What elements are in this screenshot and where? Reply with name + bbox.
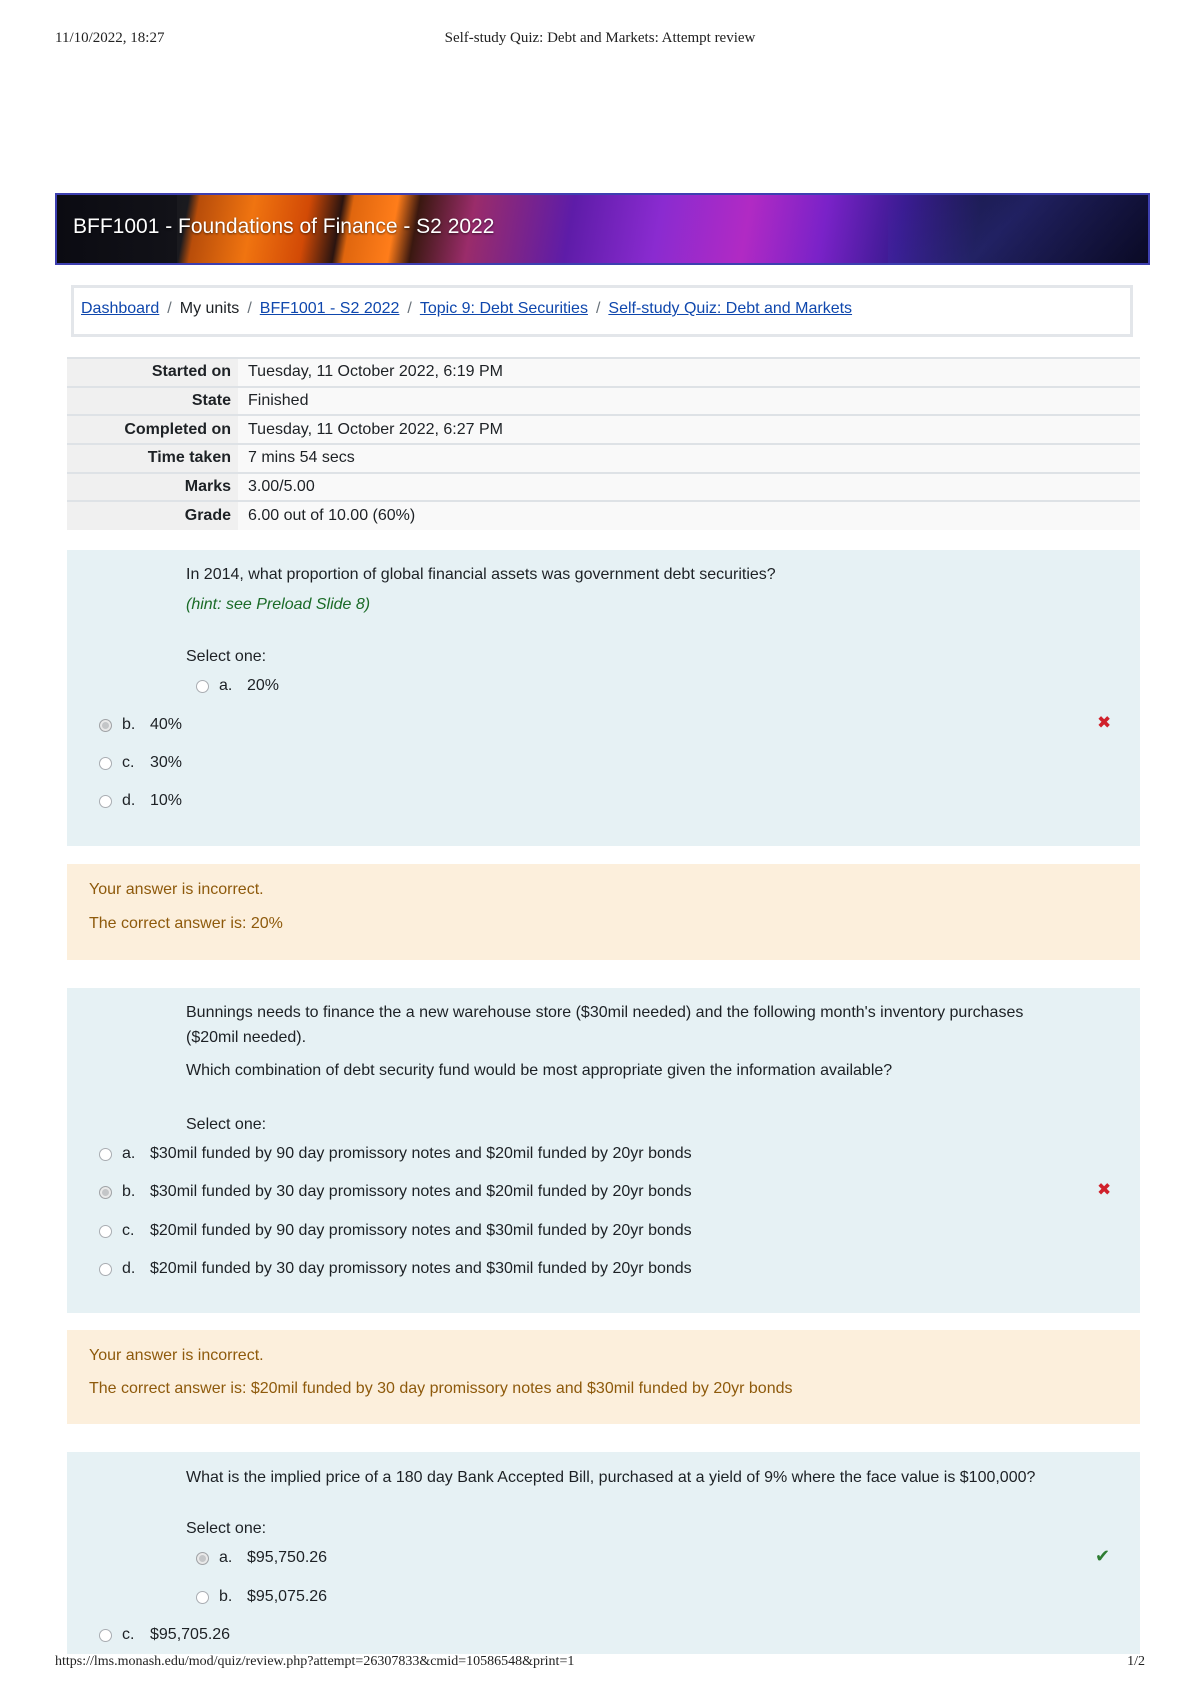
question-3-option-b[interactable] bbox=[196, 1585, 327, 1609]
radio-button[interactable] bbox=[196, 1591, 209, 1604]
option-text: 10% bbox=[150, 792, 183, 809]
print-datetime: 11/10/2022, 18:27 bbox=[55, 30, 165, 46]
option-text: $95,750.26 bbox=[247, 1549, 328, 1566]
option-letter: d. bbox=[122, 1260, 136, 1277]
question-1-feedback bbox=[67, 864, 1140, 960]
completed-on-label: Completed on bbox=[67, 415, 238, 444]
time-taken-value: 7 mins 54 secs bbox=[238, 444, 1140, 473]
course-title: BFF1001 - Foundations of Finance - S2 2022 bbox=[73, 215, 495, 238]
question-2-option-a[interactable] bbox=[99, 1142, 692, 1166]
question-3-select-one: Select one: bbox=[186, 1520, 267, 1537]
option-letter: c. bbox=[122, 754, 135, 771]
option-letter: c. bbox=[122, 1626, 135, 1643]
question-2-option-c[interactable] bbox=[99, 1219, 692, 1243]
grade-label: Grade bbox=[67, 501, 238, 530]
radio-button[interactable] bbox=[99, 1225, 112, 1238]
breadcrumb-container bbox=[71, 285, 1133, 337]
incorrect-icon: ✖ bbox=[1097, 713, 1112, 732]
option-text: $95,075.26 bbox=[247, 1588, 328, 1605]
breadcrumb-separator: / bbox=[595, 300, 601, 317]
started-on-label: Started on bbox=[67, 358, 238, 387]
option-letter: b. bbox=[122, 716, 136, 733]
marks-value: 3.00/5.00 bbox=[238, 473, 1140, 502]
attempt-summary-table bbox=[67, 357, 1140, 530]
radio-button[interactable] bbox=[99, 1263, 112, 1276]
question-2 bbox=[67, 988, 1140, 1313]
summary-row-started bbox=[67, 358, 1140, 387]
radio-button[interactable] bbox=[99, 1629, 112, 1642]
option-text: $30mil funded by 90 day promissory notes and $20mil funded by 20yr bonds bbox=[150, 1145, 692, 1162]
breadcrumb-dashboard-link[interactable]: Dashboard bbox=[81, 300, 160, 317]
breadcrumb bbox=[81, 300, 852, 318]
question-2-select-one: Select one: bbox=[186, 1116, 267, 1133]
option-text: 20% bbox=[247, 677, 280, 694]
feedback-correct-answer: The correct answer is: $20mil funded by 30 day promissory notes and $30mil funded by 20yr bonds bbox=[89, 1380, 793, 1397]
option-text: 30% bbox=[150, 754, 183, 771]
summary-row-grade bbox=[67, 501, 1140, 530]
question-2-option-b[interactable] bbox=[99, 1180, 692, 1204]
time-taken-label: Time taken bbox=[67, 444, 238, 473]
option-letter: a. bbox=[219, 1549, 233, 1566]
radio-button[interactable] bbox=[196, 680, 209, 693]
radio-button-selected[interactable] bbox=[99, 1186, 112, 1199]
radio-button-selected[interactable] bbox=[99, 719, 112, 732]
option-letter: a. bbox=[219, 677, 233, 694]
question-2-feedback bbox=[67, 1330, 1140, 1424]
state-value: Finished bbox=[238, 387, 1140, 416]
state-label: State bbox=[67, 387, 238, 416]
question-1-select-one: Select one: bbox=[186, 648, 267, 665]
question-1-hint: (hint: see Preload Slide 8) bbox=[186, 596, 371, 613]
question-1-option-b[interactable] bbox=[99, 713, 182, 737]
correct-icon: ✔ bbox=[1095, 1546, 1111, 1566]
question-3-option-a[interactable] bbox=[196, 1546, 327, 1570]
radio-button[interactable] bbox=[99, 757, 112, 770]
course-banner bbox=[55, 193, 1150, 265]
incorrect-icon: ✖ bbox=[1097, 1180, 1112, 1199]
option-letter: b. bbox=[219, 1588, 233, 1605]
radio-button[interactable] bbox=[99, 795, 112, 808]
option-text: $20mil funded by 90 day promissory notes and $30mil funded by 20yr bonds bbox=[150, 1222, 692, 1239]
completed-on-value: Tuesday, 11 October 2022, 6:27 PM bbox=[238, 415, 1140, 444]
summary-row-state bbox=[67, 387, 1140, 416]
radio-button-selected[interactable] bbox=[196, 1552, 209, 1565]
print-footer bbox=[55, 1654, 1145, 1676]
option-letter: b. bbox=[122, 1183, 136, 1200]
option-text: 40% bbox=[150, 716, 183, 733]
question-2-text-line-3: Which combination of debt security fund would be most appropriate given the information available? bbox=[186, 1062, 893, 1079]
option-letter: c. bbox=[122, 1222, 135, 1239]
breadcrumb-topic-link[interactable]: Topic 9: Debt Securities bbox=[419, 300, 588, 317]
feedback-status: Your answer is incorrect. bbox=[89, 1347, 264, 1364]
question-1-option-c[interactable] bbox=[99, 751, 182, 775]
question-1 bbox=[67, 550, 1140, 846]
feedback-status: Your answer is incorrect. bbox=[89, 881, 264, 898]
breadcrumb-quiz-link[interactable]: Self-study Quiz: Debt and Markets bbox=[608, 300, 853, 317]
breadcrumb-separator: / bbox=[407, 300, 412, 317]
question-3-option-c[interactable] bbox=[99, 1623, 230, 1647]
question-2-text-line-1: Bunnings needs to finance the a new warehouse store ($30mil needed) and the following month's inventory purchases bbox=[186, 1004, 1024, 1021]
question-1-option-a[interactable] bbox=[196, 674, 279, 698]
started-on-value: Tuesday, 11 October 2022, 6:19 PM bbox=[238, 358, 1140, 387]
question-3-text: What is the implied price of a 180 day Bank Accepted Bill, purchased at a yield of 9% where the face value is $100,000? bbox=[186, 1469, 1036, 1486]
option-text: $20mil funded by 30 day promissory notes and $30mil funded by 20yr bonds bbox=[150, 1260, 692, 1277]
question-2-option-d[interactable] bbox=[99, 1257, 692, 1281]
summary-row-time bbox=[67, 444, 1140, 473]
marks-label: Marks bbox=[67, 473, 238, 502]
summary-row-completed bbox=[67, 415, 1140, 444]
question-3 bbox=[67, 1452, 1140, 1654]
radio-button[interactable] bbox=[99, 1148, 112, 1161]
page-number: 1/2 bbox=[1127, 1654, 1145, 1669]
question-2-text-line-2: ($20mil needed). bbox=[186, 1029, 307, 1046]
print-url: https://lms.monash.edu/mod/quiz/review.php?attempt=26307833&cmid=10586548&print=1 bbox=[55, 1654, 575, 1669]
question-1-text: In 2014, what proportion of global financial assets was government debt securities? bbox=[186, 566, 776, 583]
breadcrumb-unit-link[interactable]: BFF1001 - S2 2022 bbox=[259, 300, 400, 317]
print-page-title: Self-study Quiz: Debt and Markets: Attempt review bbox=[444, 30, 756, 46]
breadcrumb-separator: / bbox=[247, 300, 252, 317]
feedback-correct-answer: The correct answer is: 20% bbox=[89, 915, 283, 932]
option-text: $95,705.26 bbox=[150, 1626, 231, 1643]
option-letter: a. bbox=[122, 1145, 136, 1162]
breadcrumb-separator: / bbox=[167, 300, 172, 317]
option-text: $30mil funded by 30 day promissory notes and $20mil funded by 20yr bonds bbox=[150, 1183, 692, 1200]
summary-row-marks bbox=[67, 473, 1140, 502]
print-header bbox=[55, 30, 1145, 54]
breadcrumb-my-units: My units bbox=[179, 300, 240, 317]
option-letter: d. bbox=[122, 792, 136, 809]
grade-value: 6.00 out of 10.00 (60%) bbox=[238, 501, 1140, 530]
question-1-option-d[interactable] bbox=[99, 789, 182, 813]
